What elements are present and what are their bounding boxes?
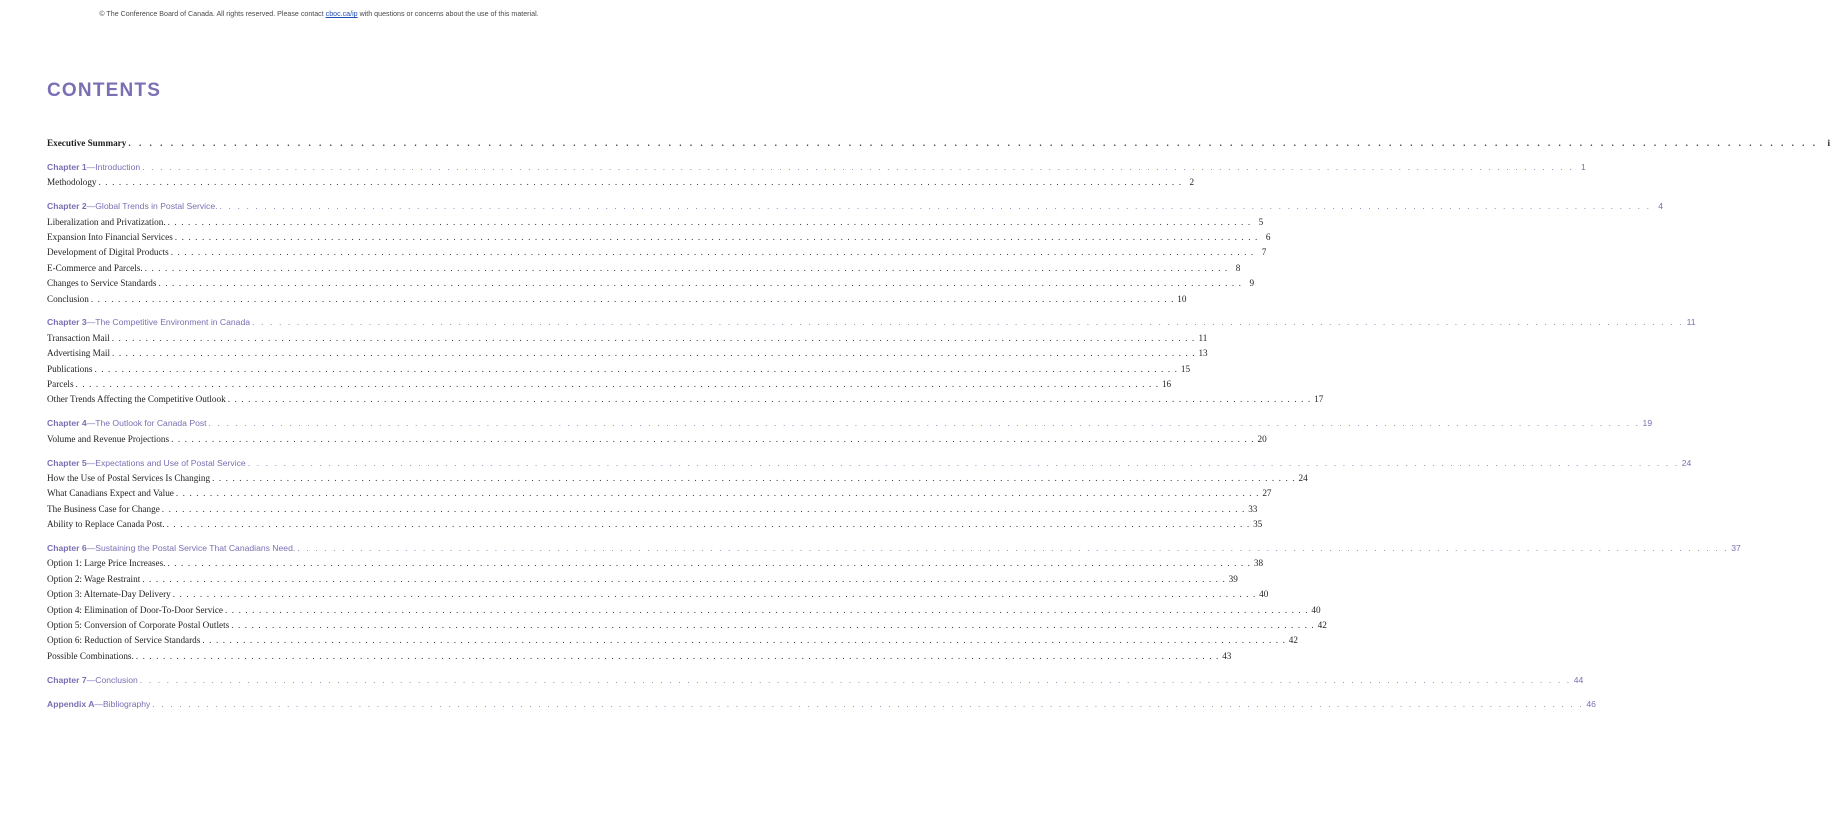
- toc-dot-leader: . . . . . . . . . . . . . . . . . . . . . . . . . . . . . . . . . . . . . . . . . . . . . . . . . . . . . . . . . . . . . . . . . . . . . . . . . . . . . . . . . . . . . . . . . . . . . . . . . . . . . . . . . . . . . . . . . . . . . . . . . . . . . . . . . . . . . . . . . . . . . . . . . . . . . . . . . . . . . . . .: [297, 542, 1729, 553]
- toc-page-number: 27: [1262, 488, 1272, 499]
- toc-group-gap: [47, 309, 527, 318]
- toc-chapter-entry[interactable]: [47, 542, 1741, 558]
- toc-dot-leader: . . . . . . . . . . . . . . . . . . . . . . . . . . . . . . . . . . . . . . . . . . . . . . . . . . . . . . . . . . . . . . . . . . . . . . . . . . . . . . . . . . . . . . . . . . . . . . . . . . . . . . . . . . . . . . . . . . . . . . . . . . . . . . . . . . . . . . . . . . . . . . . . . . . . . . . . . . . . . . . .: [135, 650, 1220, 661]
- toc-entry[interactable]: [47, 216, 1264, 232]
- toc-page-number: 24: [1298, 472, 1308, 483]
- toc-dot-leader: . . . . . . . . . . . . . . . . . . . . . . . . . . . . . . . . . . . . . . . . . . . . . . . . . . . . . . . . . . . . . . . . . . . . . . . . . . . . . . . . . . . . . . . . . . . . . . . . . . . . . . . . . . . . . . . . . . . . . . . . . . . . . . . . . . . . . . . . . . . . . . . . . . . . . . . . . . . . . . . .: [90, 293, 1175, 304]
- toc-entry-title: How the Use of Postal Services Is Changing: [47, 472, 211, 483]
- toc-page-number: 11: [1198, 332, 1208, 343]
- toc-page-number: 15: [1180, 363, 1191, 374]
- toc-entry-title: Methodology: [47, 177, 97, 188]
- toc-page-number: 38: [1253, 558, 1264, 569]
- toc-entry-title: Other Trends Affecting the Competitive Outlook: [47, 394, 226, 405]
- toc-entry-title: E-Commerce and Parcels.: [47, 262, 143, 273]
- toc-entry-lead: Appendix A: [47, 698, 95, 709]
- toc-page-number: 20: [1257, 433, 1267, 444]
- toc-page-number: 19: [1642, 418, 1653, 429]
- toc-entry[interactable]: [47, 650, 1232, 666]
- toc-dot-leader: . . . . . . . . . . . . . . . . . . . . . . . . . . . . . . . . . . . . . . . . . . . . . . . . . . . . . . . . . . . . . . . . . . . . . . . . . . . . . . . . . . . . . . . . . . . . . . . . . . . . . . . . . . . . . . . . . . . . . . . . . . . . . . . . . . . . . . . . . . . . . . . . . . . . . . . . . . . . . . . .: [231, 619, 1315, 630]
- toc-page-number: 16: [1161, 378, 1172, 389]
- toc-chapter-entry[interactable]: [47, 138, 1830, 153]
- toc-group-gap: [47, 666, 527, 675]
- toc-page-number: 42: [1317, 619, 1327, 630]
- toc-group-gap: [47, 193, 527, 202]
- toc-page-number: 43: [1222, 650, 1232, 661]
- toc-dot-leader: . . . . . . . . . . . . . . . . . . . . . . . . . . . . . . . . . . . . . . . . . . . . . . . . . . . . . . . . . . . . . . . . . . . . . . . . . . . . . . . . . . . . . . . . . . . . . . . . . . . . . . . . . . . . . . . . . . . . . . . . . . . . . . . . . . . . . . . . . . . . . . . . . . . . . . . . . . . . . . . .: [128, 138, 1819, 148]
- toc-entry[interactable]: [47, 363, 1191, 379]
- toc-entry[interactable]: [47, 332, 1208, 348]
- toc-page-number: 46: [1586, 698, 1596, 709]
- toc-entry-title: Publications: [47, 363, 93, 374]
- toc-entry-title: —Bibliography: [94, 698, 151, 709]
- toc-entry[interactable]: [47, 433, 1267, 449]
- toc-entry-lead: Chapter 1: [47, 161, 87, 172]
- toc-entry-title: Liberalization and Privatization.: [47, 216, 166, 227]
- copyright-notice-suffix: with questions or concerns about the use of this material.: [357, 10, 539, 18]
- toc-group-gap: [47, 153, 527, 162]
- toc-dot-leader: . . . . . . . . . . . . . . . . . . . . . . . . . . . . . . . . . . . . . . . . . . . . . . . . . . . . . . . . . . . . . . . . . . . . . . . . . . . . . . . . . . . . . . . . . . . . . . . . . . . . . . . . . . . . . . . . . . . . . . . . . . . . . . . . . . . . . . . . . . . . . . . . . . . . . . . . . . . . . . . .: [142, 161, 1574, 172]
- toc-entry-lead: Chapter 4: [47, 418, 87, 429]
- toc-page-number: 13: [1198, 348, 1208, 359]
- toc-group-gap: [47, 410, 527, 419]
- toc-entry-title: Option 3: Alternate-Day Delivery: [47, 589, 171, 600]
- toc-dot-leader: . . . . . . . . . . . . . . . . . . . . . . . . . . . . . . . . . . . . . . . . . . . . . . . . . . . . . . . . . . . . . . . . . . . . . . . . . . . . . . . . . . . . . . . . . . . . . . . . . . . . . . . . . . . . . . . . . . . . . . . . . . . . . . . . . . . . . . . . . . . . . . . . . . . . . . . . . . . . . . . .: [175, 488, 1260, 499]
- toc-chapter-entry[interactable]: [47, 161, 1586, 177]
- ip-contact-link[interactable]: cboc.ca/ip: [325, 10, 358, 18]
- toc-entry-title: Possible Combinations.: [47, 650, 134, 661]
- toc-dot-leader: . . . . . . . . . . . . . . . . . . . . . . . . . . . . . . . . . . . . . . . . . . . . . . . . . . . . . . . . . . . . . . . . . . . . . . . . . . . . . . . . . . . . . . . . . . . . . . . . . . . . . . . . . . . . . . . . . . . . . . . . . . . . . . . . . . . . . . . . . . . . . . . . . . . . . . . . . . . . . . . .: [152, 698, 1584, 709]
- toc-chapter-entry[interactable]: [47, 457, 1692, 473]
- toc-dot-leader: . . . . . . . . . . . . . . . . . . . . . . . . . . . . . . . . . . . . . . . . . . . . . . . . . . . . . . . . . . . . . . . . . . . . . . . . . . . . . . . . . . . . . . . . . . . . . . . . . . . . . . . . . . . . . . . . . . . . . . . . . . . . . . . . . . . . . . . . . . . . . . . . . . . . . . . . . . . . . . . .: [172, 589, 1257, 600]
- toc-dot-leader: . . . . . . . . . . . . . . . . . . . . . . . . . . . . . . . . . . . . . . . . . . . . . . . . . . . . . . . . . . . . . . . . . . . . . . . . . . . . . . . . . . . . . . . . . . . . . . . . . . . . . . . . . . . . . . . . . . . . . . . . . . . . . . . . . . . . . . . . . . . . . . . . . . . . . . . . . . . . . . . .: [111, 332, 1196, 343]
- toc-entry-title: —Introduction: [86, 161, 141, 172]
- toc-dot-leader: . . . . . . . . . . . . . . . . . . . . . . . . . . . . . . . . . . . . . . . . . . . . . . . . . . . . . . . . . . . . . . . . . . . . . . . . . . . . . . . . . . . . . . . . . . . . . . . . . . . . . . . . . . . . . . . . . . . . . . . . . . . . . . . . . . . . . . . . . . . . . . . . . . . . . . . . . . . . . . . .: [174, 231, 1259, 242]
- toc-page-number: 44: [1573, 674, 1584, 685]
- toc-group-gap: [47, 690, 527, 699]
- toc-entry[interactable]: [47, 348, 1208, 363]
- toc-chapter-entry[interactable]: [47, 674, 1584, 690]
- toc-entry[interactable]: [47, 558, 1264, 573]
- toc-page-number: 11: [1686, 317, 1696, 328]
- toc-dot-leader: . . . . . . . . . . . . . . . . . . . . . . . . . . . . . . . . . . . . . . . . . . . . . . . . . . . . . . . . . . . . . . . . . . . . . . . . . . . . . . . . . . . . . . . . . . . . . . . . . . . . . . . . . . . . . . . . . . . . . . . . . . . . . . . . . . . . . . . . . . . . . . . . . . . . . . . . . . . . . . . .: [202, 635, 1286, 646]
- toc-entry-title: —Sustaining the Postal Service That Canadians Need.: [86, 542, 296, 553]
- toc-entry[interactable]: [47, 573, 1238, 589]
- toc-page-number: 5: [1258, 216, 1264, 227]
- toc-entry[interactable]: [47, 635, 1298, 650]
- toc-page-number: 39: [1228, 573, 1238, 584]
- toc-entry-title: Expansion Into Financial Services: [47, 231, 173, 242]
- toc-entry-title: Transaction Mail: [47, 332, 110, 343]
- toc-page-number: 9: [1249, 278, 1255, 289]
- toc-dot-leader: . . . . . . . . . . . . . . . . . . . . . . . . . . . . . . . . . . . . . . . . . . . . . . . . . . . . . . . . . . . . . . . . . . . . . . . . . . . . . . . . . . . . . . . . . . . . . . . . . . . . . . . . . . . . . . . . . . . . . . . . . . . . . . . . . . . . . . . . . . . . . . . . . . . . . . . . . . . . . . . .: [161, 503, 1246, 514]
- toc-entry-title: Development of Digital Products: [47, 247, 169, 258]
- toc-dot-leader: . . . . . . . . . . . . . . . . . . . . . . . . . . . . . . . . . . . . . . . . . . . . . . . . . . . . . . . . . . . . . . . . . . . . . . . . . . . . . . . . . . . . . . . . . . . . . . . . . . . . . . . . . . . . . . . . . . . . . . . . . . . . . . . . . . . . . . . . . . . . . . . . . . . . . . . . . . . . . . . .: [158, 278, 1243, 289]
- toc-entry[interactable]: [47, 262, 1241, 278]
- toc-chapter-entry[interactable]: [47, 418, 1653, 433]
- toc-page-number: 10: [1177, 293, 1187, 304]
- toc-entry[interactable]: [47, 619, 1327, 635]
- toc-entry-title: Option 4: Elimination of Door-To-Door Service: [47, 604, 223, 615]
- toc-entry-lead: Chapter 7: [47, 674, 87, 685]
- toc-group-gap: [47, 449, 527, 458]
- toc-page-number: 40: [1259, 589, 1269, 600]
- toc-chapter-entry[interactable]: [47, 698, 1596, 714]
- toc-dot-leader: . . . . . . . . . . . . . . . . . . . . . . . . . . . . . . . . . . . . . . . . . . . . . . . . . . . . . . . . . . . . . . . . . . . . . . . . . . . . . . . . . . . . . . . . . . . . . . . . . . . . . . . . . . . . . . . . . . . . . . . . . . . . . . . . . . . . . . . . . . . . . . . . . . . . . . . . . . . . . . . .: [98, 177, 1183, 188]
- toc-page-number: 2: [1189, 177, 1195, 188]
- toc-dot-leader: . . . . . . . . . . . . . . . . . . . . . . . . . . . . . . . . . . . . . . . . . . . . . . . . . . . . . . . . . . . . . . . . . . . . . . . . . . . . . . . . . . . . . . . . . . . . . . . . . . . . . . . . . . . . . . . . . . . . . . . . . . . . . . . . . . . . . . . . . . . . . . . . . . . . . . . . . . . . . . . .: [219, 201, 1652, 212]
- toc-entry-title: —Global Trends in Postal Service.: [86, 201, 218, 212]
- toc-entry-title: Option 5: Conversion of Corporate Postal Outlets: [47, 619, 230, 630]
- toc-entry[interactable]: [47, 503, 1258, 519]
- toc-chapter-entry[interactable]: [47, 317, 1696, 332]
- toc-entry[interactable]: [47, 247, 1267, 262]
- toc-entry-lead: Chapter 6: [47, 542, 87, 553]
- toc-page-number: 8: [1235, 262, 1241, 273]
- toc-entry[interactable]: [47, 378, 1172, 394]
- toc-entry-title: Advertising Mail: [47, 348, 111, 359]
- toc-dot-leader: . . . . . . . . . . . . . . . . . . . . . . . . . . . . . . . . . . . . . . . . . . . . . . . . . . . . . . . . . . . . . . . . . . . . . . . . . . . . . . . . . . . . . . . . . . . . . . . . . . . . . . . . . . . . . . . . . . . . . . . . . . . . . . . . . . . . . . . . . . . . . . . . . . . . . . . . . . . . . . . .: [144, 262, 1229, 273]
- toc-entry-title: What Canadians Expect and Value: [47, 488, 174, 499]
- toc-entry[interactable]: [47, 519, 1263, 534]
- toc-dot-leader: . . . . . . . . . . . . . . . . . . . . . . . . . . . . . . . . . . . . . . . . . . . . . . . . . . . . . . . . . . . . . . . . . . . . . . . . . . . . . . . . . . . . . . . . . . . . . . . . . . . . . . . . . . . . . . . . . . . . . . . . . . . . . . . . . . . . . . . . . . . . . . . . . . . . . . . . . . . . . . . .: [227, 394, 1312, 405]
- toc-page-number: i: [1827, 138, 1830, 148]
- toc-dot-leader: . . . . . . . . . . . . . . . . . . . . . . . . . . . . . . . . . . . . . . . . . . . . . . . . . . . . . . . . . . . . . . . . . . . . . . . . . . . . . . . . . . . . . . . . . . . . . . . . . . . . . . . . . . . . . . . . . . . . . . . . . . . . . . . . . . . . . . . . . . . . . . . . . . . . . . . . . . . . . . . .: [167, 558, 1252, 569]
- toc-dot-leader: . . . . . . . . . . . . . . . . . . . . . . . . . . . . . . . . . . . . . . . . . . . . . . . . . . . . . . . . . . . . . . . . . . . . . . . . . . . . . . . . . . . . . . . . . . . . . . . . . . . . . . . . . . . . . . . . . . . . . . . . . . . . . . . . . . . . . . . . . . . . . . . . . . . . . . . . . . . . . . . .: [75, 378, 1160, 389]
- toc-dot-leader: . . . . . . . . . . . . . . . . . . . . . . . . . . . . . . . . . . . . . . . . . . . . . . . . . . . . . . . . . . . . . . . . . . . . . . . . . . . . . . . . . . . . . . . . . . . . . . . . . . . . . . . . . . . . . . . . . . . . . . . . . . . . . . . . . . . . . . . . . . . . . . . . . . . . . . . . . . . . . . . .: [208, 418, 1641, 429]
- toc-entry-lead: Executive Summary: [47, 138, 127, 148]
- toc-entry-title: Parcels: [47, 378, 74, 389]
- toc-dot-leader: . . . . . . . . . . . . . . . . . . . . . . . . . . . . . . . . . . . . . . . . . . . . . . . . . . . . . . . . . . . . . . . . . . . . . . . . . . . . . . . . . . . . . . . . . . . . . . . . . . . . . . . . . . . . . . . . . . . . . . . . . . . . . . . . . . . . . . . . . . . . . . . . . . . . . . . . . . . . . . . .: [212, 472, 1296, 483]
- toc-entry[interactable]: [47, 394, 1324, 409]
- toc-entry-title: Option 2: Wage Restraint: [47, 573, 141, 584]
- toc-entry[interactable]: [47, 488, 1272, 503]
- toc-dot-leader: . . . . . . . . . . . . . . . . . . . . . . . . . . . . . . . . . . . . . . . . . . . . . . . . . . . . . . . . . . . . . . . . . . . . . . . . . . . . . . . . . . . . . . . . . . . . . . . . . . . . . . . . . . . . . . . . . . . . . . . . . . . . . . . . . . . . . . . . . . . . . . . . . . . . . . . . . . . . . . . .: [94, 363, 1179, 374]
- toc-page-number: 33: [1248, 503, 1258, 514]
- toc-page-number: 35: [1253, 519, 1263, 530]
- toc-entry[interactable]: [47, 589, 1269, 604]
- toc-page-number: 24: [1681, 457, 1692, 468]
- toc-dot-leader: . . . . . . . . . . . . . . . . . . . . . . . . . . . . . . . . . . . . . . . . . . . . . . . . . . . . . . . . . . . . . . . . . . . . . . . . . . . . . . . . . . . . . . . . . . . . . . . . . . . . . . . . . . . . . . . . . . . . . . . . . . . . . . . . . . . . . . . . . . . . . . . . . . . . . . . . . . . . . . . .: [225, 604, 1309, 615]
- toc-entry-title: Conclusion: [47, 293, 89, 304]
- toc-entry-title: Volume and Revenue Projections: [47, 433, 170, 444]
- toc-page-number: 40: [1311, 604, 1321, 615]
- toc-page-number: 37: [1731, 542, 1741, 553]
- toc-dot-leader: . . . . . . . . . . . . . . . . . . . . . . . . . . . . . . . . . . . . . . . . . . . . . . . . . . . . . . . . . . . . . . . . . . . . . . . . . . . . . . . . . . . . . . . . . . . . . . . . . . . . . . . . . . . . . . . . . . . . . . . . . . . . . . . . . . . . . . . . . . . . . . . . . . . . . . . . . . . . . . . .: [139, 674, 1572, 685]
- toc-entry-title: —Expectations and Use of Postal Service: [86, 457, 246, 468]
- toc-page-number: 1: [1580, 161, 1586, 172]
- toc-entry-title: Option 1: Large Price Increases.: [47, 558, 166, 569]
- toc-page-number: 4: [1658, 201, 1664, 212]
- toc-entry-lead: Chapter 2: [47, 201, 87, 212]
- toc-entry[interactable]: [47, 231, 1271, 247]
- toc-group-gap: [47, 534, 527, 543]
- copyright-notice: [0, 10, 638, 18]
- toc-page-number: 7: [1261, 247, 1267, 258]
- toc-chapter-entry[interactable]: [47, 201, 1664, 216]
- toc-entry-lead: Chapter 5: [47, 457, 87, 468]
- toc-dot-leader: . . . . . . . . . . . . . . . . . . . . . . . . . . . . . . . . . . . . . . . . . . . . . . . . . . . . . . . . . . . . . . . . . . . . . . . . . . . . . . . . . . . . . . . . . . . . . . . . . . . . . . . . . . . . . . . . . . . . . . . . . . . . . . . . . . . . . . . . . . . . . . . . . . . . . . . . . . . . . . . .: [170, 247, 1255, 258]
- toc-entry-title: —The Competitive Environment in Canada: [86, 317, 251, 328]
- toc-dot-leader: . . . . . . . . . . . . . . . . . . . . . . . . . . . . . . . . . . . . . . . . . . . . . . . . . . . . . . . . . . . . . . . . . . . . . . . . . . . . . . . . . . . . . . . . . . . . . . . . . . . . . . . . . . . . . . . . . . . . . . . . . . . . . . . . . . . . . . . . . . . . . . . . . . . . . . . . . . . . . . . .: [252, 317, 1684, 328]
- toc-entry-title: The Business Case for Change: [47, 503, 160, 514]
- toc-page-number: 6: [1265, 231, 1271, 242]
- toc-dot-leader: . . . . . . . . . . . . . . . . . . . . . . . . . . . . . . . . . . . . . . . . . . . . . . . . . . . . . . . . . . . . . . . . . . . . . . . . . . . . . . . . . . . . . . . . . . . . . . . . . . . . . . . . . . . . . . . . . . . . . . . . . . . . . . . . . . . . . . . . . . . . . . . . . . . . . . . . . . . . . . . .: [142, 573, 1226, 584]
- toc-entry[interactable]: [47, 472, 1308, 488]
- toc-entry-title: Changes to Service Standards: [47, 278, 157, 289]
- toc-dot-leader: . . . . . . . . . . . . . . . . . . . . . . . . . . . . . . . . . . . . . . . . . . . . . . . . . . . . . . . . . . . . . . . . . . . . . . . . . . . . . . . . . . . . . . . . . . . . . . . . . . . . . . . . . . . . . . . . . . . . . . . . . . . . . . . . . . . . . . . . . . . . . . . . . . . . . . . . . . . . . . . .: [166, 519, 1251, 530]
- toc-entry-title: Ability to Replace Canada Post.: [47, 519, 165, 530]
- toc-entry-lead: Chapter 3: [47, 317, 87, 328]
- toc-entry-title: —The Outlook for Canada Post: [86, 418, 207, 429]
- toc-entry-title: Option 6: Reduction of Service Standards: [47, 635, 201, 646]
- toc-dot-leader: . . . . . . . . . . . . . . . . . . . . . . . . . . . . . . . . . . . . . . . . . . . . . . . . . . . . . . . . . . . . . . . . . . . . . . . . . . . . . . . . . . . . . . . . . . . . . . . . . . . . . . . . . . . . . . . . . . . . . . . . . . . . . . . . . . . . . . . . . . . . . . . . . . . . . . . . . . . . . . . .: [167, 216, 1252, 227]
- toc-dot-leader: . . . . . . . . . . . . . . . . . . . . . . . . . . . . . . . . . . . . . . . . . . . . . . . . . . . . . . . . . . . . . . . . . . . . . . . . . . . . . . . . . . . . . . . . . . . . . . . . . . . . . . . . . . . . . . . . . . . . . . . . . . . . . . . . . . . . . . . . . . . . . . . . . . . . . . . . . . . . . . . .: [112, 348, 1196, 359]
- toc-entry[interactable]: [47, 293, 1187, 309]
- toc-page-number: 17: [1314, 394, 1324, 405]
- copyright-notice-prefix: © The Conference Board of Canada. All rights reserved. Please contact: [99, 10, 326, 18]
- toc-entry[interactable]: [47, 604, 1321, 620]
- toc-entry[interactable]: [47, 177, 1195, 192]
- table-of-contents: [47, 138, 1830, 714]
- toc-entry[interactable]: [47, 278, 1255, 293]
- toc-dot-leader: . . . . . . . . . . . . . . . . . . . . . . . . . . . . . . . . . . . . . . . . . . . . . . . . . . . . . . . . . . . . . . . . . . . . . . . . . . . . . . . . . . . . . . . . . . . . . . . . . . . . . . . . . . . . . . . . . . . . . . . . . . . . . . . . . . . . . . . . . . . . . . . . . . . . . . . . . . . . . . . .: [171, 433, 1255, 444]
- toc-entry-title: —Conclusion: [86, 674, 138, 685]
- toc-dot-leader: . . . . . . . . . . . . . . . . . . . . . . . . . . . . . . . . . . . . . . . . . . . . . . . . . . . . . . . . . . . . . . . . . . . . . . . . . . . . . . . . . . . . . . . . . . . . . . . . . . . . . . . . . . . . . . . . . . . . . . . . . . . . . . . . . . . . . . . . . . . . . . . . . . . . . . . . . . . . . . . .: [247, 457, 1680, 468]
- contents-heading: CONTENTS: [47, 80, 162, 101]
- toc-page-number: 42: [1288, 635, 1298, 646]
